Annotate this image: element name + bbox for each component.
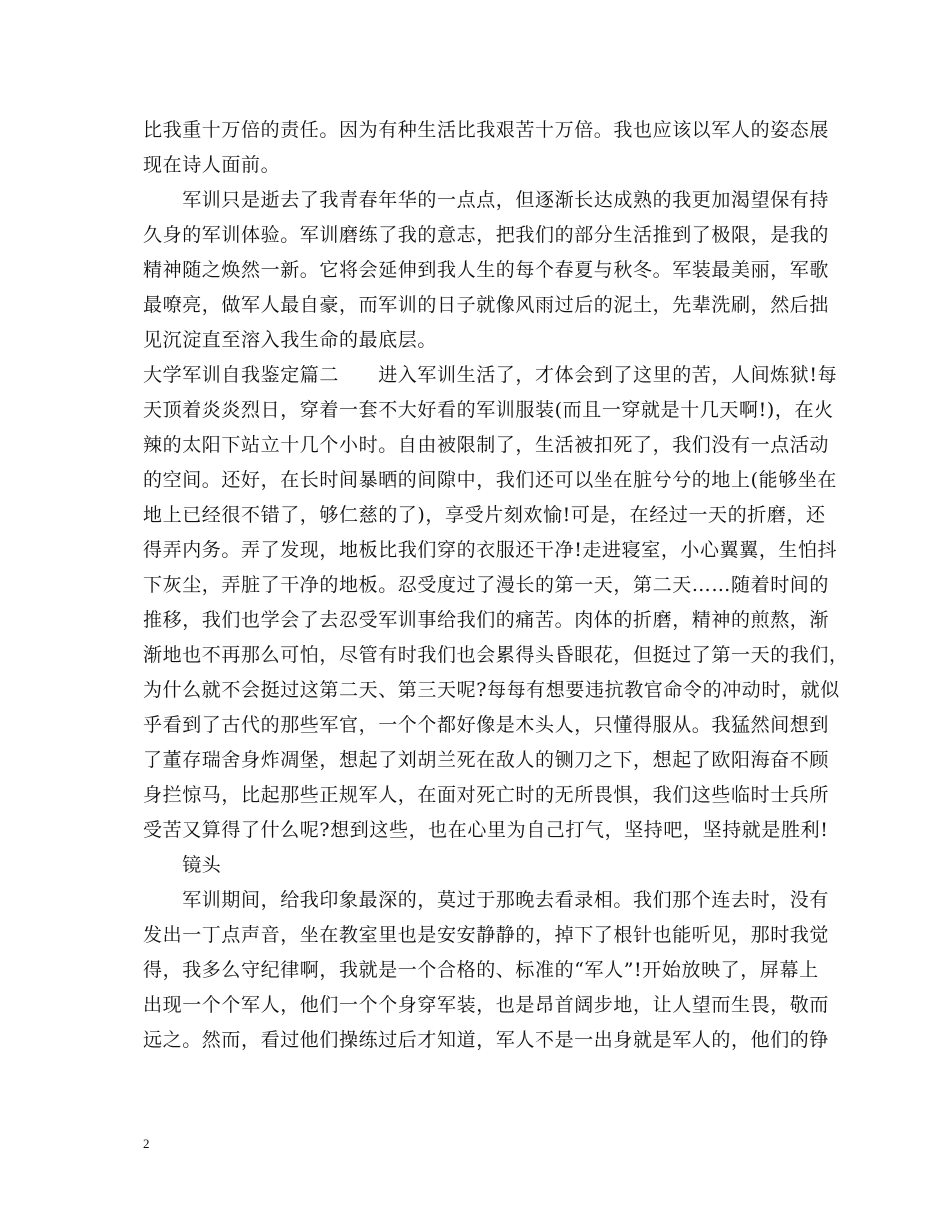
text-line: 军训只是逝去了我青春年华的一点点，但逐渐长达成熟的我更加渴望保有持 — [143, 189, 830, 211]
subheading-line: 镜头 — [143, 854, 222, 876]
text-line: 出现一个个军人，他们一个个身穿军装，也是昂首阔步地，让人望而生畏，敬而 — [143, 994, 830, 1016]
text-line: 乎看到了古代的那些军官，一个个都好像是木头人，只懂得服从。我猛然间想到 — [143, 714, 830, 736]
text-line: 远之。然而，看过他们操练过后才知道，军人不是一出身就是军人的，他们的铮 — [143, 1029, 830, 1051]
text-line: 最嘹亮，做军人最自豪，而军训的日子就像风雨过后的泥土，先辈洗刷，然后拙 — [143, 294, 830, 316]
text-line: 辣的太阳下站立十几个小时。自由被限制了，生活被扣死了，我们没有一点活动 — [143, 434, 830, 456]
text-line: 得弄内务。弄了发现，地板比我们穿的衣服还干净!走进寝室，小心翼翼，生怕抖 — [143, 539, 838, 561]
text-line: 得，我多么守纪律啊，我就是一个合格的、标准的“军人”!开始放映了，屏幕上 — [143, 959, 819, 981]
text-line: 了董存瑞舍身炸凋堡，想起了刘胡兰死在敌人的铡刀之下，想起了欧阳海奋不顾 — [143, 749, 830, 771]
text-line: 受苦又算得了什么呢?想到这些，也在心里为自己打气，坚持吧，坚持就是胜利! — [143, 819, 829, 841]
text-line: 精神随之焕然一新。它将会延伸到我人生的每个春夏与秋冬。军装最美丽，军歌 — [143, 259, 830, 281]
text-line: 推移，我们也学会了去忍受军训事给我们的痛苦。肉体的折磨，精神的煎熬，渐 — [143, 609, 830, 631]
text-line: 军训期间，给我印象最深的，莫过于那晚去看录相。我们那个连去时，没有 — [143, 889, 830, 911]
text-line: 现在诗人面前。 — [143, 154, 281, 176]
text-line: 渐地也不再那么可怕，尽管有时我们也会累得头昏眼花，但挺过了第一天的我们， — [143, 644, 849, 666]
text-line: 地上已经很不错了，够仁慈的了)，享受片刻欢愉!可是，在经过一天的折磨，还 — [143, 504, 826, 526]
text-line: 下灰尘，弄脏了干净的地板。忍受度过了漫长的第一天，第二天……随着时间的 — [143, 574, 830, 596]
text-line: 的空间。还好，在长时间暴晒的间隙中，我们还可以坐在脏兮兮的地上(能够坐在 — [143, 469, 838, 491]
text-line: 为什么就不会挺过这第二天、第三天呢?每每有想要违抗教官命令的冲动时，就似 — [143, 679, 840, 701]
page-number: 2 — [143, 1136, 150, 1151]
text-line: 久身的军训体验。军训磨练了我的意志，把我们的部分生活推到了极限，是我的 — [143, 224, 830, 246]
text-line: 天顶着炎炎烈日，穿着一套不大好看的军训服装(而且一穿就是十几天啊!)，在火 — [143, 399, 834, 421]
text-line: 身拦惊马，比起那些正规军人，在面对死亡时的无所畏惧，我们这些临时士兵所 — [143, 784, 830, 806]
section-heading-line: 大学军训自我鉴定篇二 进入军训生活了，才体会到了这里的苦，人间炼狱!每 — [143, 364, 838, 386]
text-line: 比我重十万倍的责任。因为有种生活比我艰苦十万倍。我也应该以军人的姿态展 — [143, 119, 830, 141]
text-line: 发出一丁点声音，坐在教室里也是安安静静的，掉下了根针也能听见，那时我觉 — [143, 924, 830, 946]
text-line: 见沉淀直至溶入我生命的最底层。 — [143, 329, 438, 351]
